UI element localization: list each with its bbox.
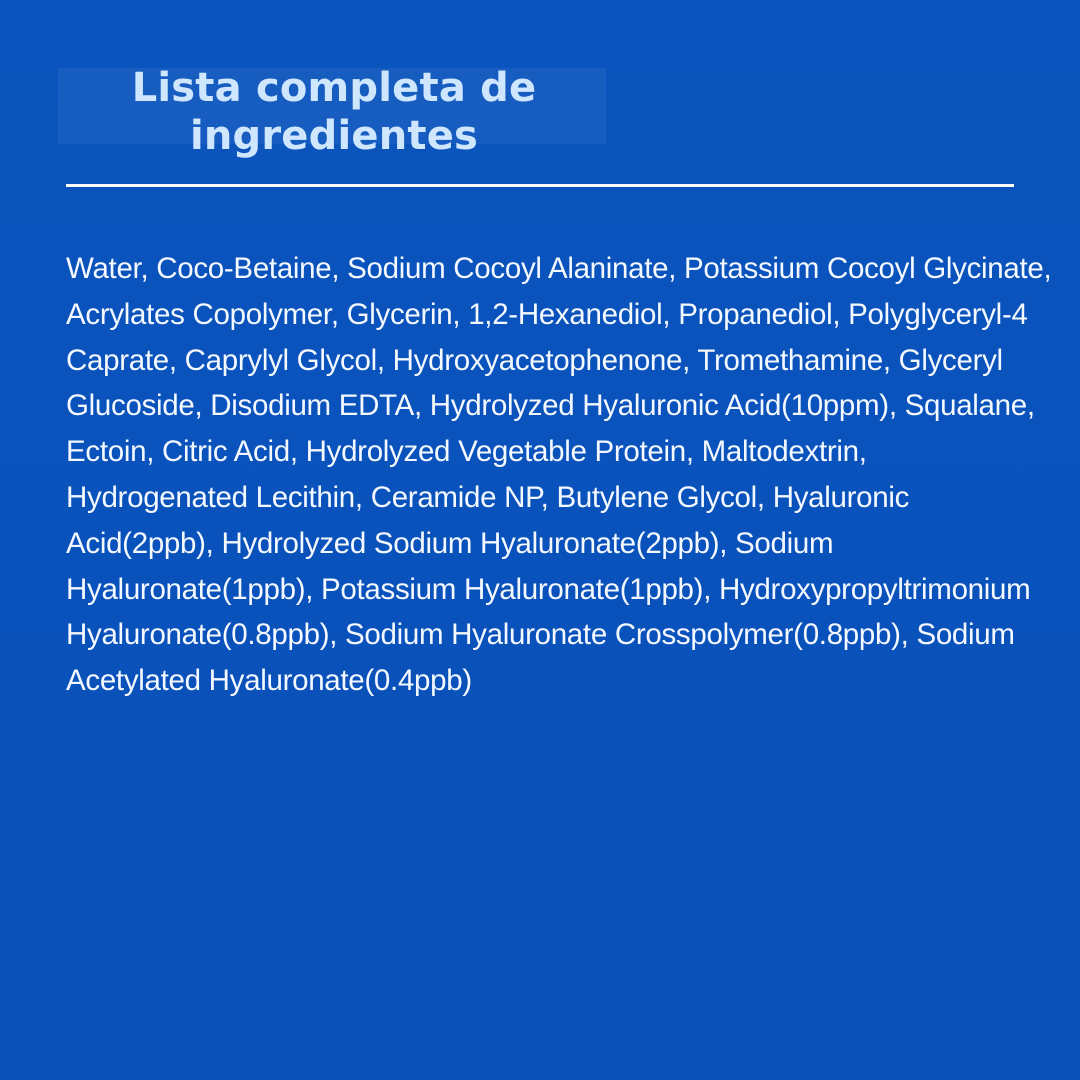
ingredients-list: Water, Coco-Betaine, Sodium Cocoyl Alaninate, Potassium Cocoyl Glycinate, Acrylates Copolymer, Glycerin, 1,2-Hexanediol, Propanediol, Polyglyceryl-4 Caprate, Caprylyl Glycol, Hydroxyacetophenone, Tromethamine, Glyceryl Glucoside, Disodium EDTA, Hydrolyzed Hyaluronic Acid(10ppm), Squalane, Ectoin, Citric Acid, Hydrolyzed Vegetable Protein, Maltodextrin, Hydrogenated Lecithin, Ceramide NP, Butylene Glycol, Hyaluronic Acid(2ppb), Hydrolyzed Sodium Hyaluronate(2ppb), Sodium Hyaluronate(1ppb), Potassium Hyaluronate(1ppb), Hydroxypropyltrimonium Hyaluronate(0.8ppb), Sodium Hyaluronate Crosspolymer(0.8ppb), Sodium Acetylated Hyaluronate(0.4ppb) (66, 252, 1052, 698)
title-divider (66, 184, 1014, 187)
page-title-line-2: ingredientes (189, 113, 479, 159)
page-title-line-1: Lista completa de (131, 65, 537, 111)
page-title (58, 64, 610, 160)
